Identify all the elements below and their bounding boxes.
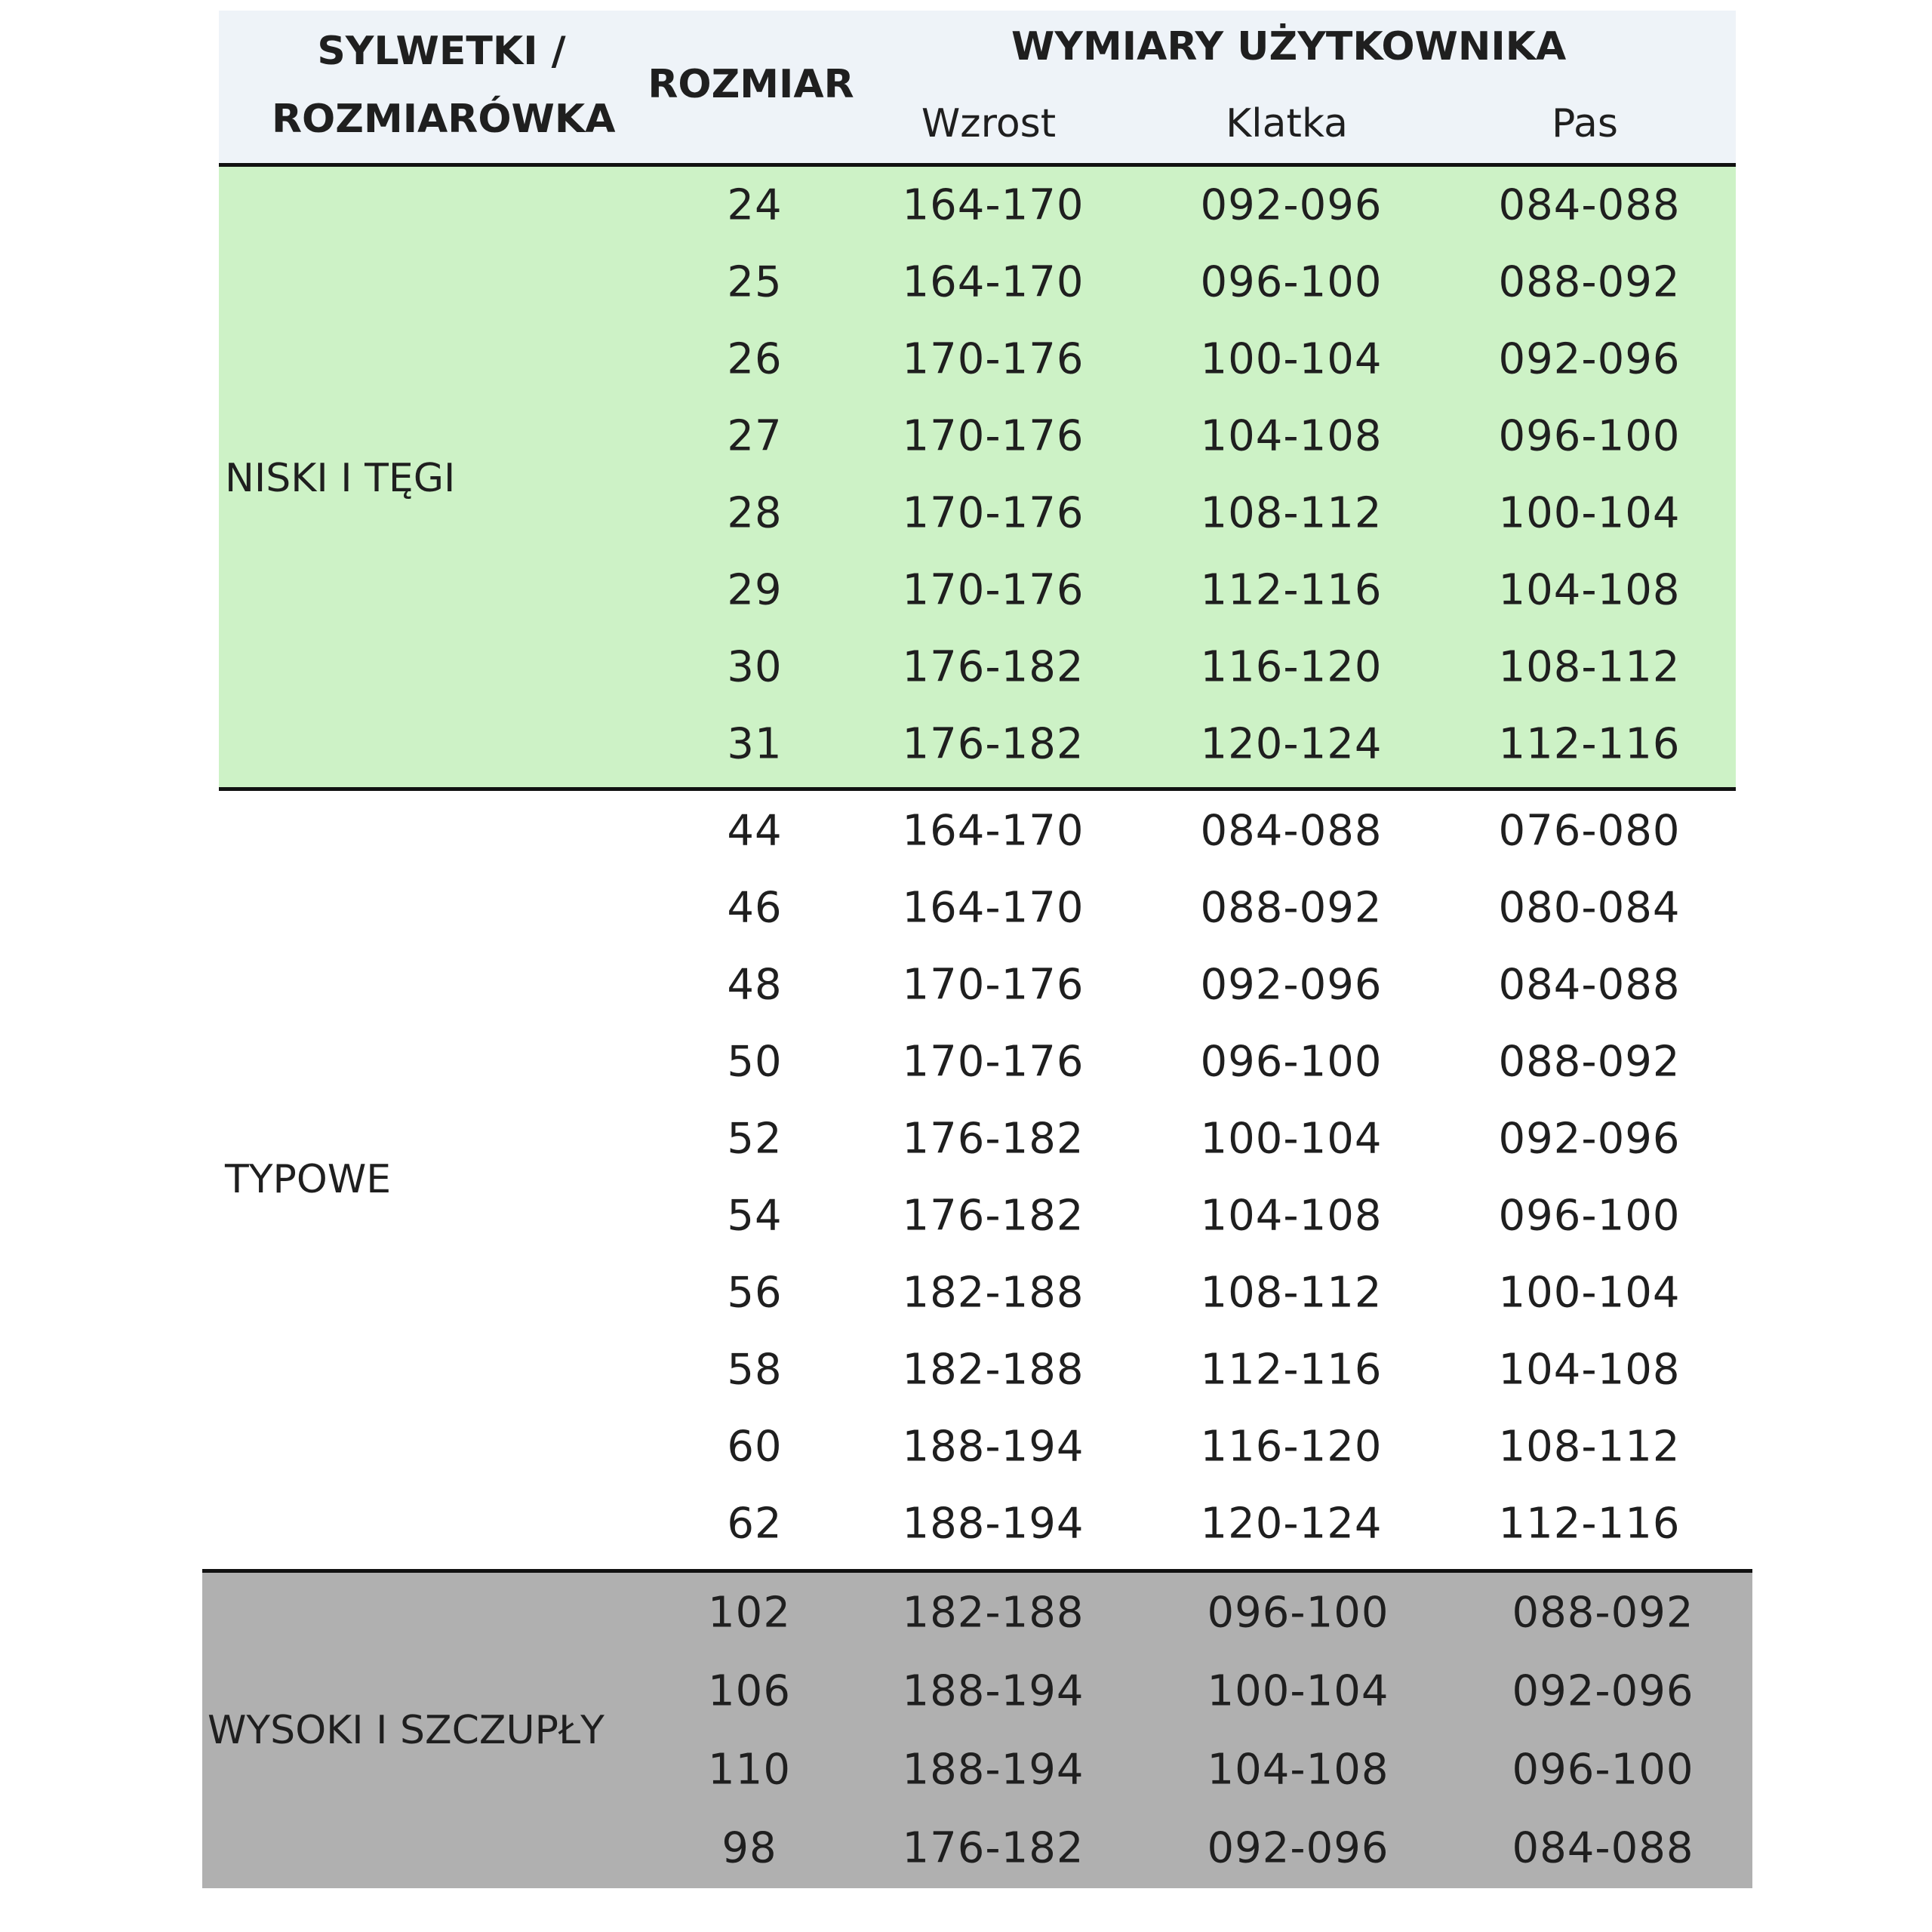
cell-rozmiar: 110 (708, 1745, 791, 1795)
cell-rozmiar: 46 (727, 883, 783, 933)
cell-pas: 096-100 (1498, 1191, 1681, 1241)
cell-rozmiar: 30 (727, 642, 783, 692)
cell-klatka: 092-096 (1200, 180, 1383, 230)
header-klatka: Klatka (1226, 101, 1348, 146)
cell-wzrost: 182-188 (902, 1268, 1084, 1318)
cell-rozmiar: 24 (727, 180, 783, 230)
cell-klatka: 120-124 (1200, 719, 1383, 769)
cell-rozmiar: 62 (727, 1499, 783, 1549)
cell-wzrost: 164-170 (902, 806, 1084, 856)
cell-klatka: 112-116 (1200, 565, 1383, 615)
header-sylwetki-line1: SYLWETKI / (317, 29, 566, 74)
cell-pas: 108-112 (1498, 1422, 1681, 1472)
cell-rozmiar: 54 (727, 1191, 783, 1241)
header-pas: Pas (1552, 101, 1618, 146)
cell-pas: 076-080 (1498, 806, 1681, 856)
cell-wzrost: 188-194 (902, 1499, 1084, 1549)
cell-klatka: 096-100 (1207, 1588, 1389, 1638)
cell-klatka: 084-088 (1200, 806, 1383, 856)
cell-pas: 092-096 (1498, 334, 1681, 384)
cell-pas: 112-116 (1498, 1499, 1681, 1549)
group-label: WYSOKI I SZCZUPŁY (208, 1708, 605, 1753)
cell-rozmiar: 56 (727, 1268, 783, 1318)
cell-pas: 112-116 (1498, 719, 1681, 769)
cell-klatka: 104-108 (1200, 411, 1383, 461)
cell-rozmiar: 52 (727, 1114, 783, 1164)
cell-rozmiar: 102 (708, 1588, 791, 1638)
cell-pas: 092-096 (1498, 1114, 1681, 1164)
cell-rozmiar: 25 (727, 257, 783, 307)
header-wymiary-uzytkownika: WYMIARY UŻYTKOWNIKA (1011, 24, 1567, 69)
cell-pas: 096-100 (1512, 1745, 1694, 1795)
cell-wzrost: 164-170 (902, 883, 1084, 933)
cell-pas: 088-092 (1512, 1588, 1694, 1638)
cell-wzrost: 170-176 (902, 334, 1084, 384)
cell-wzrost: 164-170 (902, 257, 1084, 307)
cell-wzrost: 182-188 (902, 1345, 1084, 1395)
cell-klatka: 104-108 (1200, 1191, 1383, 1241)
cell-klatka: 088-092 (1200, 883, 1383, 933)
cell-wzrost: 170-176 (902, 411, 1084, 461)
cell-wzrost: 170-176 (902, 488, 1084, 538)
cell-pas: 092-096 (1512, 1666, 1694, 1716)
group-label: NISKI I TĘGI (225, 456, 456, 501)
cell-pas: 100-104 (1498, 1268, 1681, 1318)
cell-wzrost: 170-176 (902, 960, 1084, 1010)
cell-rozmiar: 44 (727, 806, 783, 856)
cell-wzrost: 188-194 (902, 1422, 1084, 1472)
cell-pas: 096-100 (1498, 411, 1681, 461)
cell-rozmiar: 60 (727, 1422, 783, 1472)
cell-pas: 100-104 (1498, 488, 1681, 538)
cell-wzrost: 164-170 (902, 180, 1084, 230)
cell-klatka: 100-104 (1207, 1666, 1389, 1716)
cell-klatka: 092-096 (1207, 1823, 1389, 1873)
cell-klatka: 096-100 (1200, 257, 1383, 307)
cell-klatka: 116-120 (1200, 1422, 1383, 1472)
cell-klatka: 100-104 (1200, 1114, 1383, 1164)
cell-pas: 108-112 (1498, 642, 1681, 692)
cell-wzrost: 182-188 (902, 1588, 1084, 1638)
cell-rozmiar: 58 (727, 1345, 783, 1395)
cell-klatka: 104-108 (1207, 1745, 1389, 1795)
cell-rozmiar: 48 (727, 960, 783, 1010)
cell-pas: 104-108 (1498, 565, 1681, 615)
cell-pas: 088-092 (1498, 1037, 1681, 1087)
cell-klatka: 112-116 (1200, 1345, 1383, 1395)
cell-rozmiar: 50 (727, 1037, 783, 1087)
cell-pas: 084-088 (1498, 180, 1681, 230)
cell-klatka: 108-112 (1200, 1268, 1383, 1318)
cell-klatka: 108-112 (1200, 488, 1383, 538)
cell-klatka: 120-124 (1200, 1499, 1383, 1549)
cell-rozmiar: 28 (727, 488, 783, 538)
cell-rozmiar: 29 (727, 565, 783, 615)
cell-wzrost: 170-176 (902, 1037, 1084, 1087)
cell-klatka: 096-100 (1200, 1037, 1383, 1087)
cell-wzrost: 176-182 (902, 719, 1084, 769)
cell-klatka: 100-104 (1200, 334, 1383, 384)
cell-pas: 084-088 (1498, 960, 1681, 1010)
cell-pas: 084-088 (1512, 1823, 1694, 1873)
cell-wzrost: 188-194 (902, 1666, 1084, 1716)
cell-klatka: 116-120 (1200, 642, 1383, 692)
cell-klatka: 092-096 (1200, 960, 1383, 1010)
cell-rozmiar: 98 (721, 1823, 777, 1873)
cell-pas: 088-092 (1498, 257, 1681, 307)
cell-pas: 080-084 (1498, 883, 1681, 933)
cell-wzrost: 176-182 (902, 1114, 1084, 1164)
cell-wzrost: 176-182 (902, 1191, 1084, 1241)
cell-rozmiar: 31 (727, 719, 783, 769)
cell-wzrost: 176-182 (902, 1823, 1084, 1873)
cell-rozmiar: 27 (727, 411, 783, 461)
cell-wzrost: 188-194 (902, 1745, 1084, 1795)
cell-rozmiar: 106 (708, 1666, 791, 1716)
cell-wzrost: 170-176 (902, 565, 1084, 615)
header-sylwetki-line2: ROZMIARÓWKA (272, 97, 616, 142)
header-wzrost: Wzrost (921, 101, 1057, 146)
cell-rozmiar: 26 (727, 334, 783, 384)
group-label: TYPOWE (225, 1157, 392, 1202)
cell-pas: 104-108 (1498, 1345, 1681, 1395)
header-rozmiar: ROZMIAR (648, 62, 854, 107)
cell-wzrost: 176-182 (902, 642, 1084, 692)
